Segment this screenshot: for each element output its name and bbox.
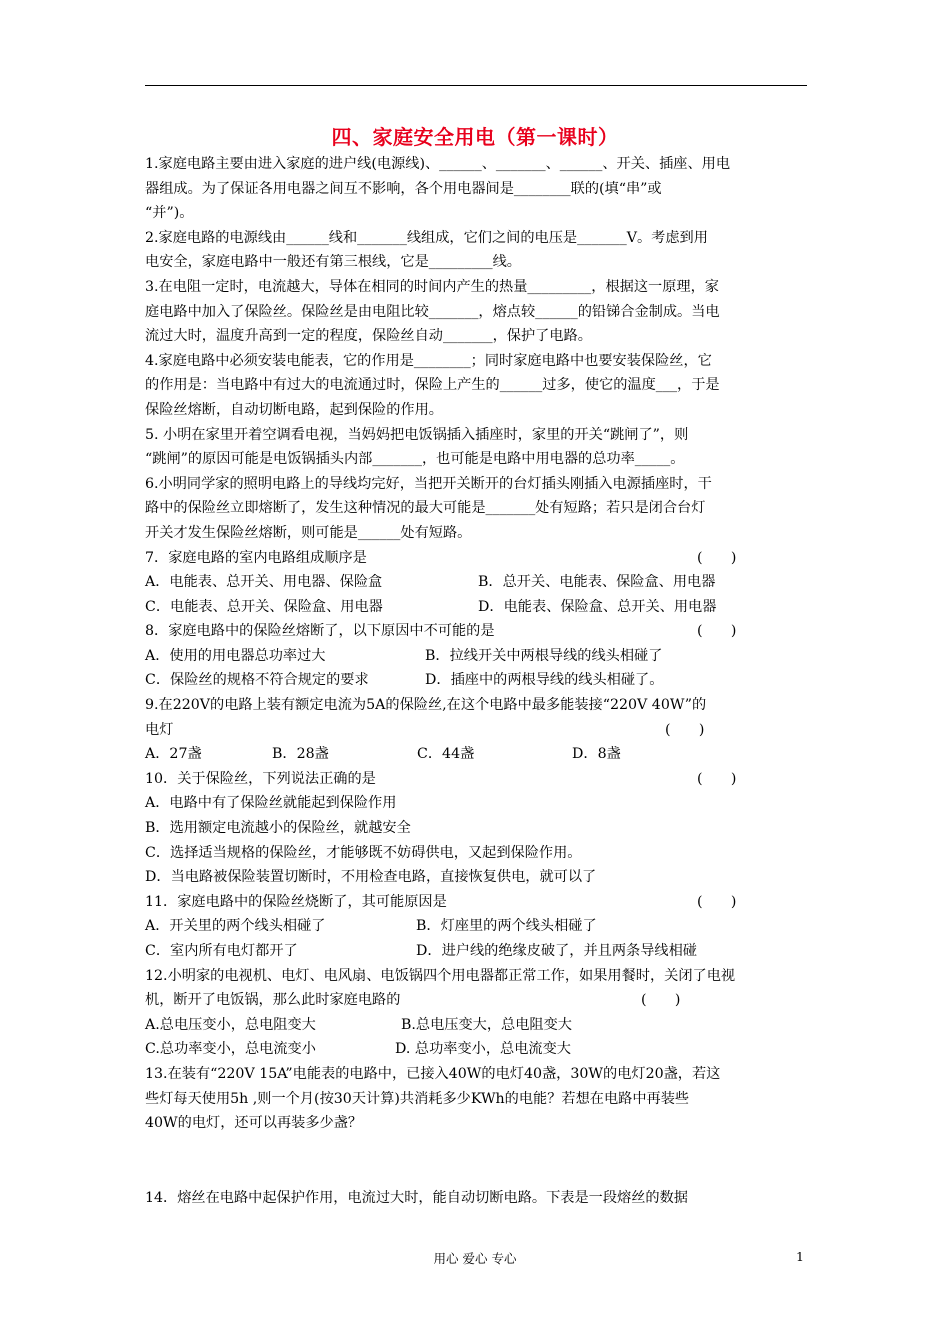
worksheet-body: [145, 152, 810, 1210]
question-line: 的作用是：当电路中有过大的电流通过时，保险上产生的______过多，使它的温度___，于是: [145, 377, 720, 394]
question-line: 电灯: [145, 721, 174, 738]
question-2: [145, 226, 810, 275]
question-line: 流过大时，温度升高到一定的程度，保险丝自动_______，保护了电路。: [145, 328, 592, 345]
question-12: [145, 964, 810, 1062]
question-line: 路中的保险丝立即熔断了，发生这种情况的最大可能是_______处有短路；若只是闭合台灯: [145, 500, 706, 517]
question-4: [145, 349, 810, 423]
question-5: [145, 423, 810, 472]
option-a: A．27盏: [145, 746, 202, 763]
question-line: 开关才发生保险丝熔断，则可能是______处有短路。: [145, 524, 472, 541]
question-13: [145, 1062, 810, 1136]
answer-bracket: ( ): [697, 623, 737, 640]
answer-space: [145, 1136, 810, 1186]
answer-bracket: ( ): [641, 992, 681, 1009]
question-line: 4.家庭电路中必须安装电能表，它的作用是________；同时家庭电路中也要安装保险丝，它: [145, 352, 712, 369]
question-stem: 7．家庭电路的室内电路组成顺序是: [145, 549, 367, 566]
question-line: 器组成。为了保证各用电器之间互不影响，各个用电器间是________联的(填“串”或: [145, 180, 662, 197]
option-c: C．44盏: [417, 746, 475, 763]
question-line: 1.家庭电路主要由进入家庭的进户线(电源线)、______、_______、______、开关、插座、用电: [145, 156, 731, 172]
option-d: D．插座中的两根导线的线头相碰了。: [425, 672, 664, 689]
question-9: [145, 693, 810, 767]
answer-bracket: ( ): [697, 770, 737, 787]
option-d: D．当电路被保险装置切断时，不用检查电路，直接恢复供电，就可以了: [145, 869, 597, 886]
page-title: 四、家庭安全用电（第一课时）: [331, 125, 619, 149]
question-stem: 11．家庭电路中的保险丝烧断了，其可能原因是: [145, 893, 447, 910]
option-a: A．开关里的两个线头相碰了: [145, 918, 326, 935]
question-line: 9.在220V的电路上装有额定电流为5A的保险丝,在这个电路中最多能装接“220V 40W”的: [145, 697, 707, 714]
question-3: [145, 275, 810, 349]
header-rule: [145, 85, 807, 86]
question-14: [145, 1186, 810, 1211]
question-line: 3.在电阻一定时，电流越大，导体在相同的时间内产生的热量_________，根据这一原理，家: [145, 278, 719, 295]
option-c: C．保险丝的规格不符合规定的要求: [145, 672, 369, 689]
option-a: A.总电压变小，总电阻变大: [145, 1016, 316, 1033]
option-c: C.总功率变小，总电流变小: [145, 1041, 316, 1058]
question-8: [145, 619, 810, 693]
question-stem: 8．家庭电路中的保险丝熔断了，以下原因中不可能的是: [145, 623, 495, 640]
option-a: A．电能表、总开关、用电器、保险盒: [145, 574, 383, 591]
option-c: C．选择适当规格的保险丝，才能够既不妨碍供电，又起到保险作用。: [145, 844, 582, 861]
page-footer: 用心 爱心 专心: [433, 1251, 517, 1266]
question-line: 2.家庭电路的电源线由______线和_______线组成，它们之间的电压是_______V。考虑到用: [145, 229, 708, 246]
question-line: 6.小明同学家的照明电路上的导线均完好，当把开关断开的台灯插头刚插入电源插座时，干: [145, 475, 712, 492]
question-line: 机，断开了电饭锅，那么此时家庭电路的: [145, 992, 401, 1009]
option-b: B．28盏: [272, 746, 329, 763]
question-7: [145, 546, 810, 620]
option-b: B．选用额定电流越小的保险丝，就越安全: [145, 820, 411, 837]
option-a: A．电路中有了保险丝就能起到保险作用: [145, 795, 397, 812]
question-stem: 10．关于保险丝，下列说法正确的是: [145, 770, 376, 787]
question-10: [145, 767, 810, 890]
question-line: 庭电路中加入了保险丝。保险丝是由电阻比较_______，熔点较______的铅锑合金制成。当电: [145, 303, 720, 320]
question-line: 些灯每天使用5h ,则一个月(按30天计算)共消耗多少KWh的电能？若想在电路中再装些: [145, 1090, 690, 1107]
question-line: 5. 小明在家里开着空调看电视，当妈妈把电饭锅插入插座时，家里的开关“跳闸了”，则: [145, 426, 689, 443]
question-line: “并”)。: [145, 205, 194, 222]
question-6: [145, 472, 810, 546]
question-line: 电安全，家庭电路中一般还有第三根线，它是_________线。: [145, 254, 521, 271]
option-b: B.总电压变大，总电阻变大: [401, 1016, 572, 1033]
option-c: C．室内所有电灯都开了: [145, 943, 298, 959]
option-d: D．进户线的绝缘皮破了，并且两条导线相碰: [416, 943, 697, 959]
question-line: 14．熔丝在电路中起保护作用，电流过大时，能自动切断电路。下表是一段熔丝的数据: [145, 1189, 688, 1206]
option-b: B．总开关、电能表、保险盒、用电器: [478, 574, 716, 591]
answer-bracket: ( ): [697, 893, 737, 910]
option-a: A．使用的用电器总功率过大: [145, 647, 326, 664]
option-c: C．电能表、总开关、保险盒、用电器: [145, 598, 383, 615]
option-d: D．电能表、保险盒、总开关、用电器: [478, 598, 717, 615]
question-line: 保险丝熔断，自动切断电路，起到保险的作用。: [145, 401, 443, 418]
option-d: D．8盏: [572, 746, 621, 763]
answer-bracket: ( ): [697, 549, 737, 566]
option-b: B．拉线开关中两根导线的线头相碰了: [425, 647, 663, 664]
question-line: 13.在装有“220V 15A”电能表的电路中，已接入40W的电灯40盏，30W的电灯20盏，若这: [145, 1065, 721, 1082]
question-11: [145, 890, 810, 964]
option-b: B．灯座里的两个线头相碰了: [416, 918, 597, 935]
question-line: 40W的电灯，还可以再装多少盏？: [145, 1115, 363, 1132]
page-number: 1: [796, 1249, 804, 1264]
answer-bracket: ( ): [665, 721, 705, 738]
question-line: 12.小明家的电视机、电灯、电风扇、电饭锅四个用电器都正常工作，如果用餐时，关闭了电视: [145, 967, 736, 984]
option-d: D. 总功率变小，总电流变大: [395, 1041, 571, 1058]
question-line: “跳闸”的原因可能是电饭锅插头内部_______，也可能是电路中用电器的总功率_____。: [145, 451, 685, 468]
question-1: [145, 152, 810, 226]
